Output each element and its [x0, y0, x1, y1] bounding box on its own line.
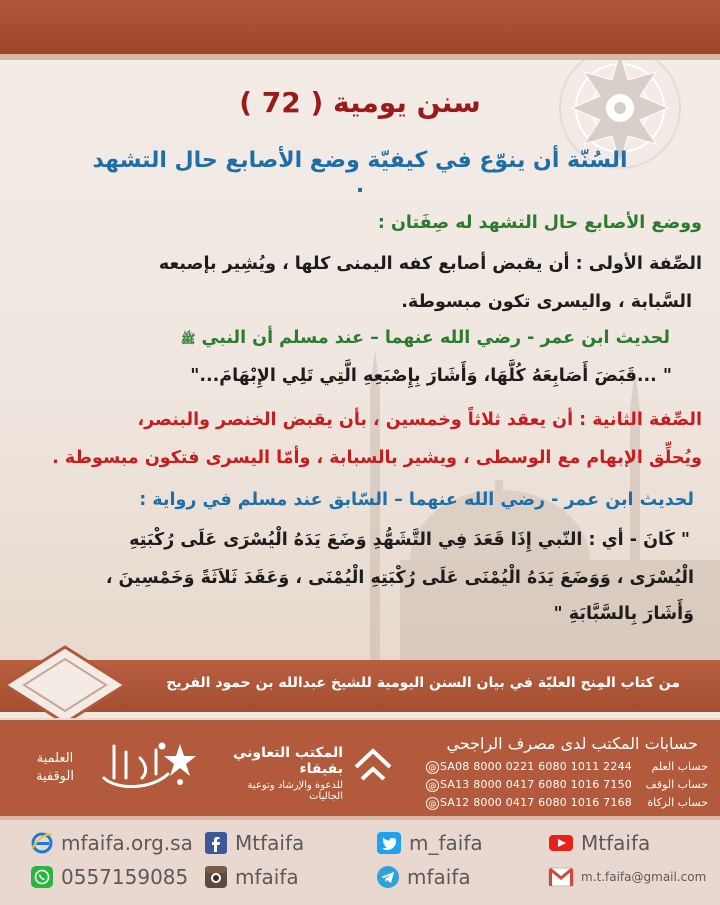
office-logo-icon: [352, 745, 394, 785]
youtube-icon: [548, 831, 574, 855]
body-line-5: " ...قَبَضَ أَصَابِعَهُ كُلَّهَا، وَأَشَارَ بِإِصْبَعِهِ الَّتِي تَلِي الإِبْهَامَ...": [190, 366, 672, 386]
office-name-block: [218, 745, 343, 802]
account-label: حساب الوقف: [645, 778, 708, 791]
website-link[interactable]: [30, 828, 193, 858]
wqf-label: [20, 750, 90, 786]
body-line-1: ووضع الأصابع حال التشهد له صِفَتان :: [377, 213, 702, 233]
account-number: SA08 8000 0221 6080 1011 2244: [440, 760, 632, 773]
telegram-icon: [376, 865, 400, 889]
body-line-6: الصِّفة الثانية : أن يعقد ثلاثاً وخمسين ، بأن يقبض الخنصر والبنصر،: [137, 410, 702, 430]
page-title: سنن يومية ( 72 ): [239, 86, 481, 119]
telegram-text: mfaifa: [407, 865, 471, 889]
bank-row-zakat: [426, 796, 708, 812]
facebook-text: Mtfaifa: [235, 831, 305, 855]
email-text: m.t.faifa@gmail.com: [581, 870, 707, 884]
twitter-link[interactable]: [376, 828, 483, 858]
body-line-7: ويُحلِّق الإبهام مع الوسطى ، ويشير بالسبابة ، وأمّا اليسرى فتكون مبسوطة .: [52, 448, 702, 468]
instagram-link[interactable]: [204, 862, 299, 892]
instagram-icon: [204, 865, 228, 889]
wqf-line-1: العلمية: [36, 751, 74, 766]
whatsapp-link[interactable]: [30, 862, 188, 892]
twitter-text: m_faifa: [409, 831, 483, 855]
bank-title: حسابات المكتب لدى مصرف الراجحي: [446, 734, 698, 753]
bank-row-waqf: [426, 778, 708, 794]
wqf-line-2: الوقفية: [36, 769, 74, 784]
instagram-text: mfaifa: [235, 865, 299, 889]
bank-row-ilm: [426, 760, 708, 776]
whatsapp-icon: [30, 865, 54, 889]
facebook-link[interactable]: [204, 828, 304, 858]
body-line-9: " كَانَ - أي : النّبي إِذَا قَعَدَ فِي التَّشَهُّدِ وَضَعَ يَدَهُ الْيُسْرَى عَلَى رُكْبَتِهِ: [129, 530, 690, 550]
whatsapp-text: 0557159085: [61, 865, 189, 889]
source-text: من كتاب المِنح العليّة في بيان السنن اليومية للشيخ عبدالله بن حمود الفريح: [166, 675, 680, 691]
account-label: حساب العلم: [651, 760, 708, 773]
body-line-8: لحديث ابن عمر - رضي الله عنهما – السّابق عند مسلم في رواية :: [139, 490, 694, 510]
diamond-ornament-icon: [0, 645, 130, 725]
office-tagline: للدعوة والإرشاد وتوعية الجاليات: [247, 780, 343, 802]
account-number: SA12 8000 0417 6080 1016 7168: [440, 796, 632, 809]
website-text: mfaifa.org.sa: [61, 831, 193, 855]
account-number: SA13 8000 0417 6080 1016 7150: [440, 778, 632, 791]
body-line-4: [181, 328, 670, 349]
body-line-3: السَّبابة ، واليسرى تكون مبسوطة.: [401, 292, 692, 312]
account-circle-icon: @: [426, 761, 439, 774]
internet-explorer-icon: [30, 831, 54, 855]
body-line-2: الصِّفة الأولى : أن يقبض أصابع كفه اليمنى كلها ، ويُشِير بإصبعه: [158, 254, 702, 274]
salutation-symbol: ﷺ: [180, 332, 196, 346]
body-line-11: وَأَشَارَ بِالسَّبَّابَةِ ": [553, 604, 694, 624]
twitter-icon: [376, 831, 402, 855]
body-line-4-text: لحديث ابن عمر - رضي الله عنهما – عند مسلم أن النبي: [201, 328, 670, 348]
account-circle-icon: @: [426, 797, 439, 810]
youtube-text: Mtfaifa: [581, 831, 651, 855]
facebook-icon: [204, 831, 228, 855]
account-circle-icon: @: [426, 779, 439, 792]
office-name: المكتب التعاوني بفيفاء: [232, 745, 343, 777]
gmail-icon: [548, 866, 574, 888]
telegram-link[interactable]: [376, 862, 471, 892]
body-line-10: الْيُسْرَى ، وَوَضَعَ يَدَهُ الْيُمْنَى عَلَى رُكْبَتِهِ الْيُمْنَى ، وَعَقَدَ ثَلاَثَةً وَخَمْسِينَ ،: [105, 568, 694, 588]
footer-divider: [0, 816, 720, 820]
account-label: حساب الزكاة: [647, 796, 708, 809]
subtitle: السُنّة أن ينوّع في كيفيّة وضع الأصابع حال التشهد .: [92, 148, 628, 198]
email-link[interactable]: [548, 862, 706, 892]
youtube-link[interactable]: [548, 828, 650, 858]
top-band: [0, 0, 720, 60]
iqtida-calligraphy-logo-icon: [96, 738, 176, 796]
